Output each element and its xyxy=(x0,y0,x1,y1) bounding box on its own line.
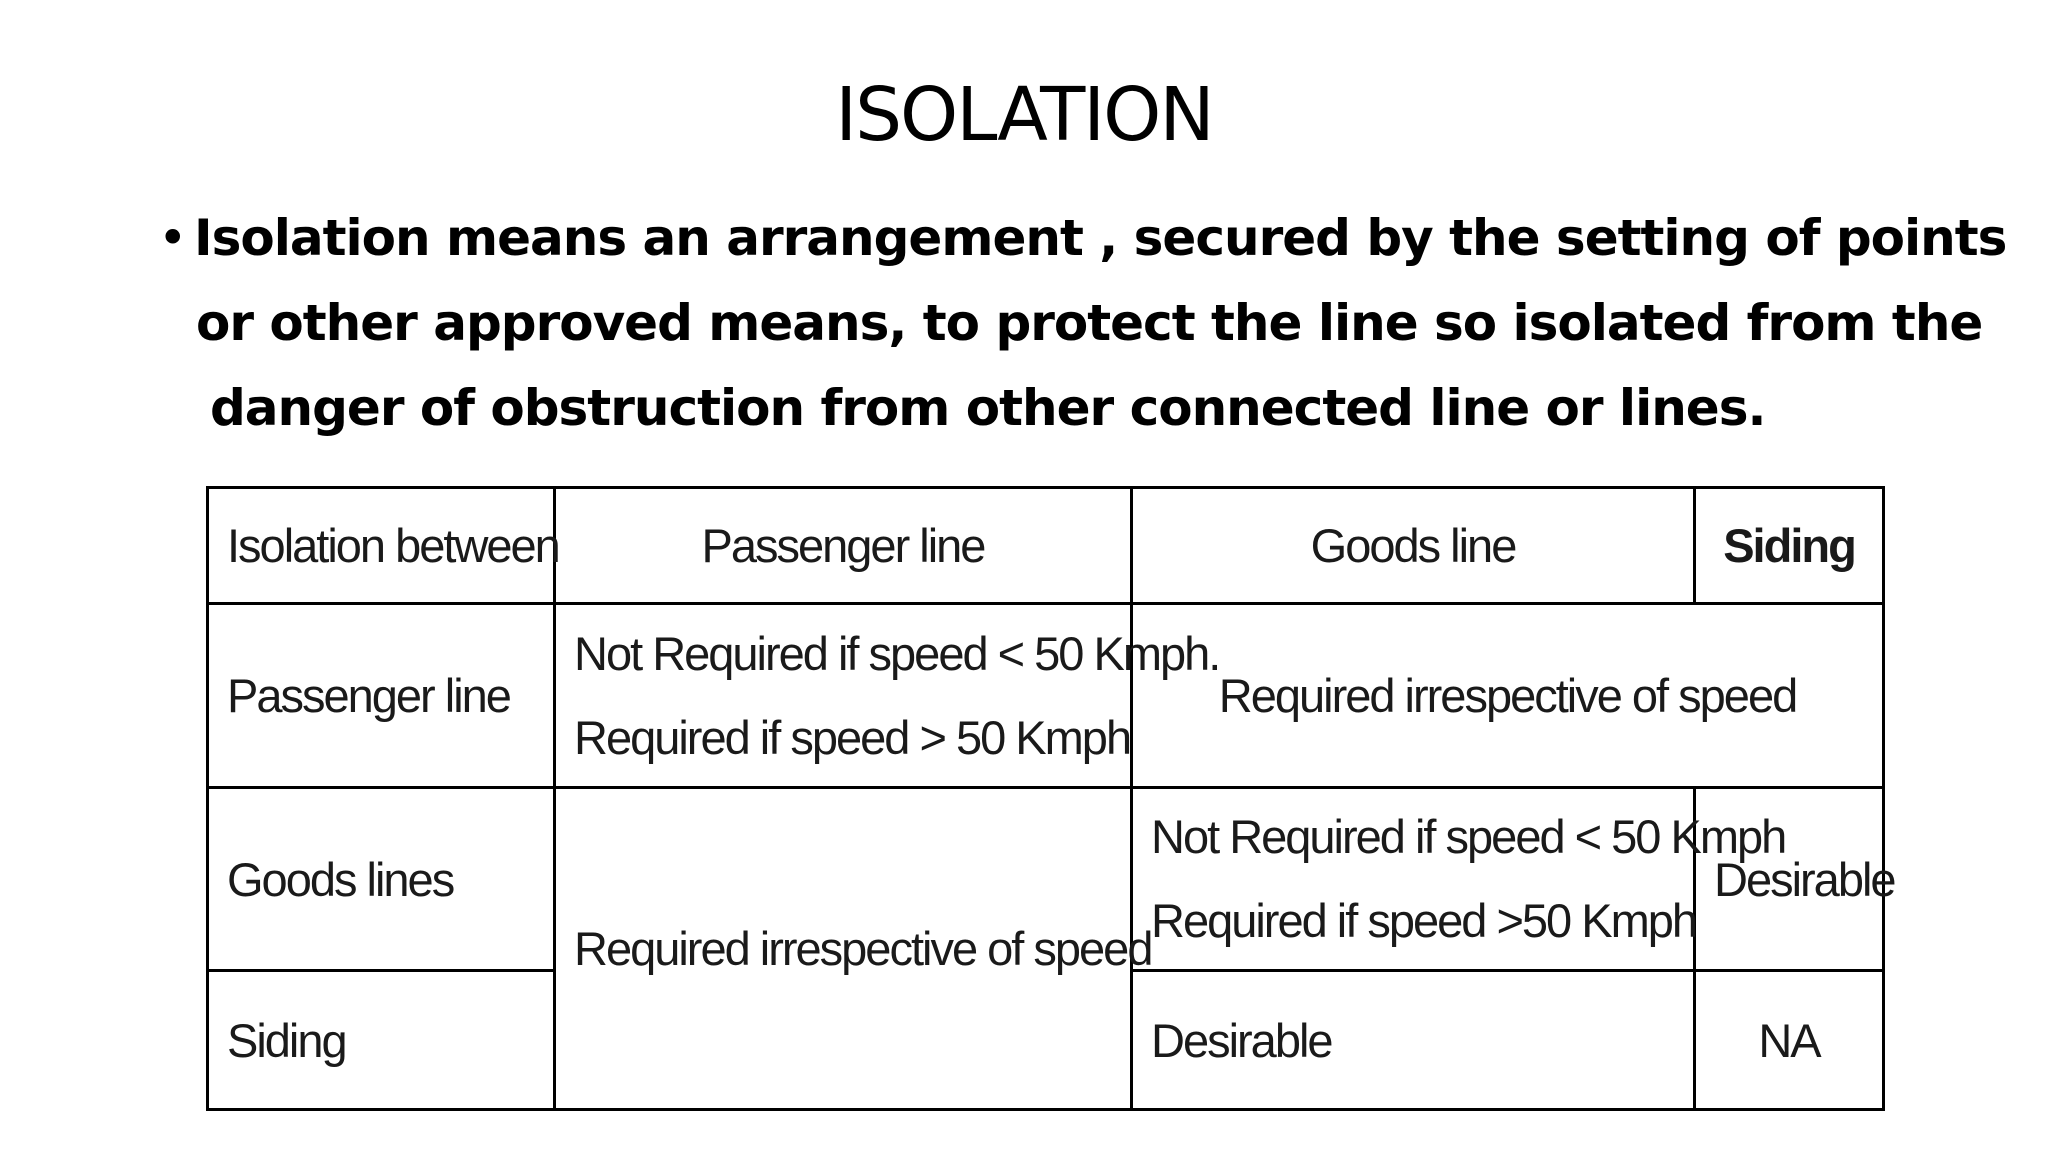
bullet-marker: • xyxy=(158,209,187,267)
cell-siding-siding: NA xyxy=(1695,971,1884,1110)
cell-goods-goods xyxy=(1132,788,1786,971)
cell-siding-goods: Desirable xyxy=(1132,971,1695,1110)
row-label-siding: Siding xyxy=(208,971,555,1110)
cell-goods-siding: Desirable xyxy=(1695,788,1884,971)
cell-passenger-goods-siding: Required irrespective of speed xyxy=(1132,604,1884,788)
cell-passenger-passenger xyxy=(555,604,1220,788)
table-row-passenger xyxy=(208,604,1884,788)
isolation-table-container xyxy=(206,486,1895,1108)
row-label-goods-lines: Goods lines xyxy=(208,788,555,971)
cell-goods-siding-passenger: Required irrespective of speed xyxy=(555,788,1132,1110)
bullet-line-2: or other approved means, to protect the line so isolated from the xyxy=(196,294,1983,352)
row-label-passenger-line: Passenger line xyxy=(208,604,555,788)
cell-goods-goods-line-2: Required if speed >50 Kmph xyxy=(1151,894,1697,947)
header-siding: Siding xyxy=(1695,488,1884,604)
table-header-row xyxy=(208,488,1884,604)
isolation-table xyxy=(206,486,1895,1111)
cell-passenger-passenger-line-2: Required if speed > 50 Kmph xyxy=(574,710,1131,764)
cell-goods-goods-line-1: Not Required if speed < 50 Kmph xyxy=(1151,810,1786,863)
bullet-line-3: danger of obstruction from other connected line or lines. xyxy=(210,379,1766,437)
header-goods-line: Goods line xyxy=(1132,488,1695,604)
bullet-line-1: Isolation means an arrangement , secured by the setting of points xyxy=(194,209,2007,267)
slide-title: ISOLATION xyxy=(835,72,1213,158)
header-isolation-between: Isolation between xyxy=(208,488,555,604)
header-passenger-line: Passenger line xyxy=(555,488,1132,604)
cell-passenger-passenger-line-1: Not Required if speed < 50 Kmph. xyxy=(574,626,1220,680)
table-row-goods xyxy=(208,788,1884,971)
definition-bullet xyxy=(150,196,2007,451)
